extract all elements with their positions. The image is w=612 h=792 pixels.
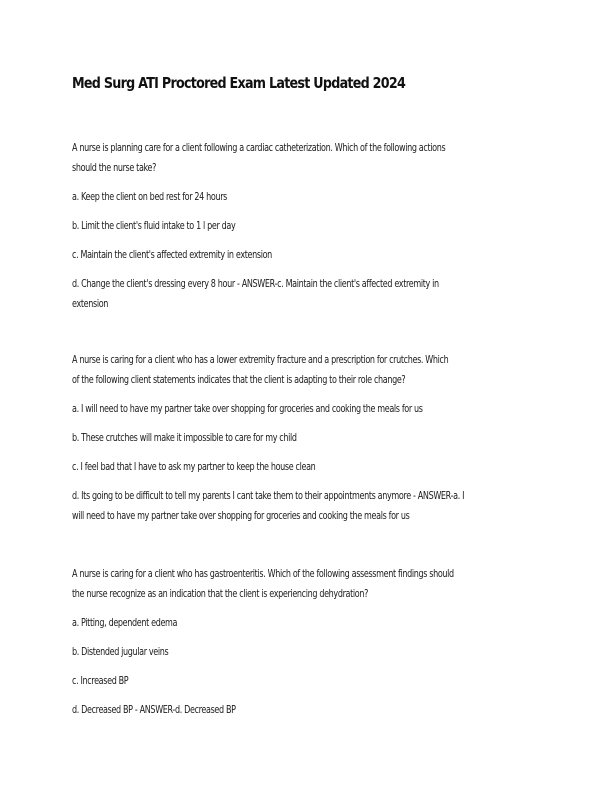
question-3-option-a: a. Pitting, dependent edema (72, 618, 178, 629)
question-1-option-c: c. Maintain the client's affected extremity in extension (72, 250, 272, 261)
question-2-option-c: c. I feel bad that I have to ask my partner to keep the house clean (72, 462, 316, 473)
question-3-option-b: b. Distended jugular veins (72, 647, 169, 658)
question-2-option-a: a. I will need to have my partner take over shopping for groceries and cooking the meals for us (72, 404, 423, 415)
question-1-stem-line-1: A nurse is planning care for a client following a cardiac catheterization. Which of the following actions (72, 143, 446, 154)
question-3-stem-line-2: the nurse recognize as an indication that the client is experiencing dehydration? (72, 589, 369, 600)
question-1-option-d-line-1: d. Change the client's dressing every 8 hour - ANSWER-c. Maintain the client's affected extremity in (72, 279, 439, 290)
question-2-stem-line-2: of the following client statements indicates that the client is adapting to their role change? (72, 375, 406, 386)
question-block-1 (72, 139, 542, 315)
question-2-option-b: b. These crutches will make it impossible to care for my child (72, 433, 297, 444)
page-title: Med Surg ATI Proctored Exam Latest Updated 2024 (72, 74, 406, 92)
question-3-option-c: c. Increased BP (72, 676, 129, 687)
question-1-stem-line-2: should the nurse take? (72, 163, 157, 174)
question-block-2 (72, 351, 542, 527)
question-2-option-d-line-2: will need to have my partner take over shopping for groceries and cooking the meals for us (72, 511, 410, 522)
question-3-option-d: d. Decreased BP - ANSWER-d. Decreased BP (72, 705, 236, 716)
question-1-option-d-line-2: extension (72, 299, 109, 310)
question-2-option-d-line-1: d. Its going to be difficult to tell my parents I cant take them to their appointments anymore - ANSWER-a. I (72, 491, 465, 502)
question-3-stem-line-1: A nurse is caring for a client who has gastroenteritis. Which of the following assessment findings should (72, 569, 454, 580)
question-1-option-a: a. Keep the client on bed rest for 24 hours (72, 192, 228, 203)
question-2-stem-line-1: A nurse is caring for a client who has a lower extremity fracture and a prescription for crutches. Which (72, 355, 449, 366)
question-block-3 (72, 565, 542, 721)
question-1-option-b: b. Limit the client's fluid intake to 1 l per day (72, 221, 236, 232)
